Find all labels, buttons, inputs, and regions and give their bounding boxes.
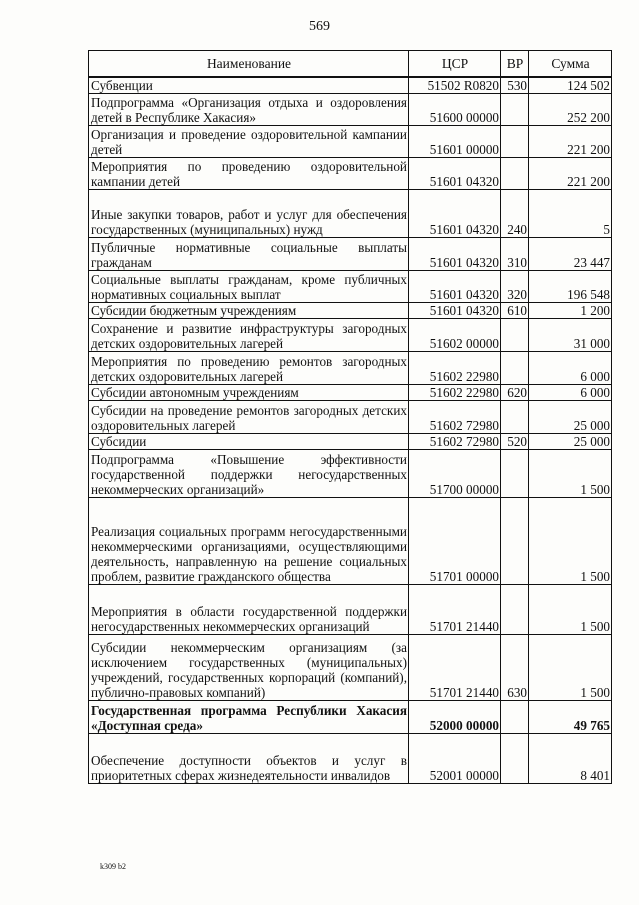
table-row — [89, 352, 612, 385]
row-sum-cell: 8 401 — [529, 734, 612, 784]
header-sum: Сумма — [529, 51, 612, 78]
row-sum-cell: 49 765 — [529, 701, 612, 734]
row-csr-cell: 51701 00000 — [409, 498, 501, 585]
table-row — [89, 94, 612, 126]
row-name-cell: Организация и проведение оздоровительной кампании детей — [89, 126, 409, 158]
row-csr-cell: 51700 00000 — [409, 450, 501, 498]
row-vr-cell: 310 — [501, 238, 529, 271]
row-vr-cell — [501, 126, 529, 158]
row-name-cell: Субсидии некоммерческим организациям (за исключением государственных (муниципальных) учреждений, государственных корпораций (компаний), публично-правовых компаний) — [89, 635, 409, 701]
row-vr-cell: 520 — [501, 434, 529, 450]
table-row — [89, 77, 612, 94]
table-row — [89, 434, 612, 450]
budget-table — [88, 50, 612, 784]
row-vr-cell — [501, 734, 529, 784]
row-vr-cell — [501, 94, 529, 126]
row-vr-cell — [501, 585, 529, 635]
table-row — [89, 126, 612, 158]
row-csr-cell: 51602 22980 — [409, 385, 501, 401]
row-csr-cell: 51701 21440 — [409, 635, 501, 701]
row-name-cell: Мероприятия по проведению ремонтов загородных детских оздоровительных лагерей — [89, 352, 409, 385]
row-name-cell: Подпрограмма «Организация отдыха и оздоровления детей в Республике Хакасия» — [89, 94, 409, 126]
row-name-cell: Публичные нормативные социальные выплаты гражданам — [89, 238, 409, 271]
row-name-cell: Субсидии автономным учреждениям — [89, 385, 409, 401]
row-sum-cell: 221 200 — [529, 158, 612, 190]
table-row — [89, 701, 612, 734]
row-vr-cell — [501, 319, 529, 352]
table-row — [89, 158, 612, 190]
row-csr-cell: 51502 R0820 — [409, 77, 501, 94]
row-vr-cell — [501, 498, 529, 585]
row-sum-cell: 31 000 — [529, 319, 612, 352]
row-csr-cell: 51601 00000 — [409, 126, 501, 158]
row-vr-cell — [501, 401, 529, 434]
row-name-cell: Социальные выплаты гражданам, кроме публичных нормативных социальных выплат — [89, 271, 409, 303]
table-header — [89, 51, 612, 78]
row-vr-cell: 620 — [501, 385, 529, 401]
table-row — [89, 734, 612, 784]
row-sum-cell: 221 200 — [529, 126, 612, 158]
row-csr-cell: 51602 00000 — [409, 319, 501, 352]
row-csr-cell: 51601 04320 — [409, 303, 501, 319]
header-csr: ЦСР — [409, 51, 501, 78]
row-name-cell: Субсидии на проведение ремонтов загородных детских оздоровительных лагерей — [89, 401, 409, 434]
row-csr-cell: 51601 04320 — [409, 271, 501, 303]
row-name-cell: Обеспечение доступности объектов и услуг в приоритетных сферах жизнедеятельности инвалидов — [89, 734, 409, 784]
row-csr-cell: 52001 00000 — [409, 734, 501, 784]
table-row — [89, 238, 612, 271]
row-csr-cell: 51602 72980 — [409, 401, 501, 434]
row-csr-cell: 52000 00000 — [409, 701, 501, 734]
table-row — [89, 450, 612, 498]
row-sum-cell: 1 200 — [529, 303, 612, 319]
table-row — [89, 303, 612, 319]
row-name-cell: Подпрограмма «Повышение эффективности государственной поддержки негосударственных некоммерческих организаций» — [89, 450, 409, 498]
row-vr-cell — [501, 352, 529, 385]
row-name-cell: Реализация социальных программ негосударственными некоммерческими организациями, осуществляющими деятельность, направленную на решение социальных проблем, развитие гражданского общества — [89, 498, 409, 585]
row-sum-cell: 196 548 — [529, 271, 612, 303]
page-number: 569 — [309, 19, 330, 34]
row-sum-cell: 25 000 — [529, 434, 612, 450]
row-name-cell: Сохранение и развитие инфраструктуры загородных детских оздоровительных лагерей — [89, 319, 409, 352]
row-sum-cell: 1 500 — [529, 635, 612, 701]
row-sum-cell: 1 500 — [529, 450, 612, 498]
table-row — [89, 271, 612, 303]
row-name-cell: Субсидии — [89, 434, 409, 450]
row-name-cell: Мероприятия в области государственной поддержки негосударственных некоммерческих организаций — [89, 585, 409, 635]
row-csr-cell: 51601 04320 — [409, 158, 501, 190]
row-vr-cell — [501, 158, 529, 190]
row-csr-cell: 51602 22980 — [409, 352, 501, 385]
table-row — [89, 401, 612, 434]
table-row — [89, 319, 612, 352]
table-row — [89, 635, 612, 701]
row-csr-cell: 51601 04320 — [409, 238, 501, 271]
row-sum-cell: 6 000 — [529, 385, 612, 401]
table-row — [89, 190, 612, 238]
table-row — [89, 385, 612, 401]
row-vr-cell: 240 — [501, 190, 529, 238]
row-vr-cell: 530 — [501, 77, 529, 94]
row-name-cell: Иные закупки товаров, работ и услуг для обеспечения государственных (муниципальных) нужд — [89, 190, 409, 238]
row-name-cell: Субсидии бюджетным учреждениям — [89, 303, 409, 319]
row-vr-cell — [501, 450, 529, 498]
row-csr-cell: 51601 04320 — [409, 190, 501, 238]
row-vr-cell: 630 — [501, 635, 529, 701]
row-name-cell: Государственная программа Республики Хакасия «Доступная среда» — [89, 701, 409, 734]
row-sum-cell: 25 000 — [529, 401, 612, 434]
row-sum-cell: 124 502 — [529, 77, 612, 94]
table-body — [89, 77, 612, 784]
row-csr-cell: 51701 21440 — [409, 585, 501, 635]
header-vr: ВР — [501, 51, 529, 78]
header-row — [89, 51, 612, 78]
row-sum-cell: 6 000 — [529, 352, 612, 385]
footer-code: k309 b2 — [100, 862, 126, 871]
header-name: Наименование — [89, 51, 409, 78]
row-vr-cell: 320 — [501, 271, 529, 303]
row-csr-cell: 51600 00000 — [409, 94, 501, 126]
row-name-cell: Субвенции — [89, 77, 409, 94]
row-sum-cell: 5 — [529, 190, 612, 238]
row-name-cell: Мероприятия по проведению оздоровительной кампании детей — [89, 158, 409, 190]
row-sum-cell: 1 500 — [529, 585, 612, 635]
table-row — [89, 585, 612, 635]
row-csr-cell: 51602 72980 — [409, 434, 501, 450]
row-vr-cell — [501, 701, 529, 734]
row-sum-cell: 1 500 — [529, 498, 612, 585]
row-sum-cell: 23 447 — [529, 238, 612, 271]
table-row — [89, 498, 612, 585]
row-vr-cell: 610 — [501, 303, 529, 319]
row-sum-cell: 252 200 — [529, 94, 612, 126]
